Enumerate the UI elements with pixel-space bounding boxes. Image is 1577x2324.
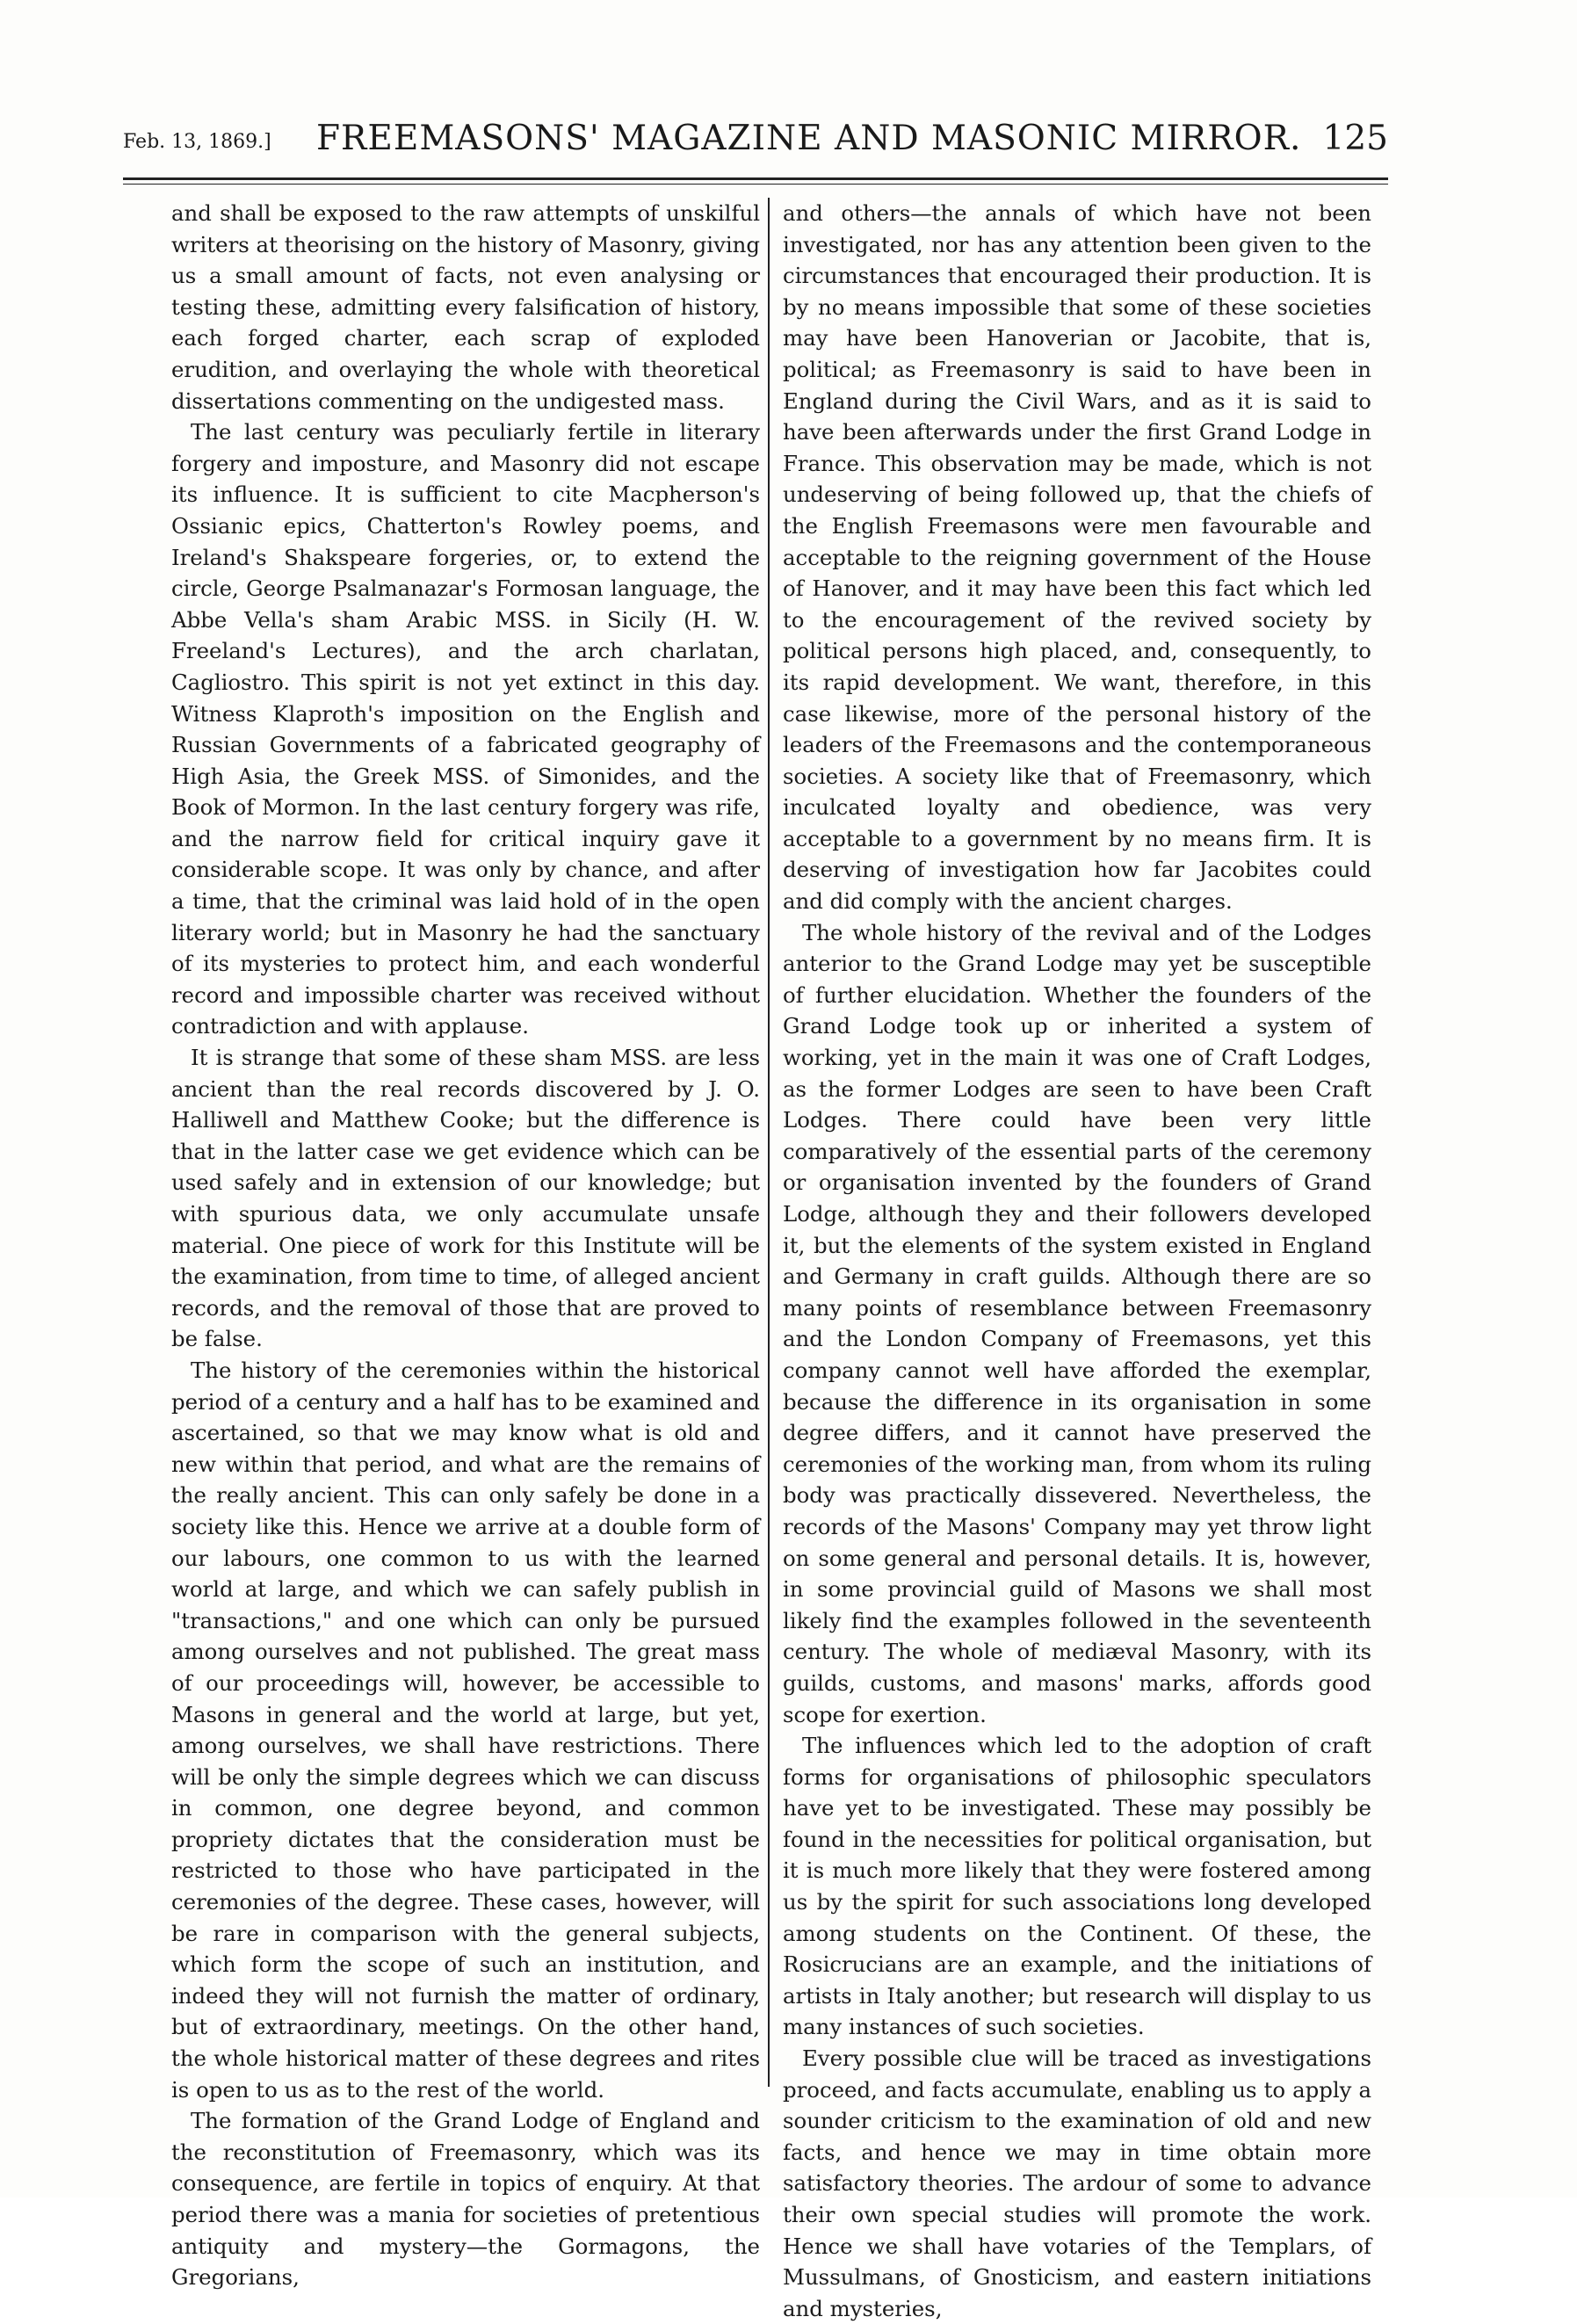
paragraph: The history of the ceremonies within the historical period of a century and a half has to be examined and ascertained, so that we may know what is old and new within that period, and what are the remains of the really ancient. This can only safely be done in a society like this. Hence we arrive at a double form of our labours, one common to us with the learned world at large, and which we can safely publish in "transactions," and one which can only be pursued among ourselves and not published. The great mass of our proceedings will, however, be accessible to Masons in general and the world at large, but yet, among ourselves, we shall have restrictions. There will be only the simple degrees which we can discuss in common, one degree beyond, and common propriety dictates that the consideration must be restricted to those who have participated in the ceremonies of the degree. These cases, however, will be rare in comparison with the general subjects, which form the scope of such an institution, and indeed they will not furnish the matter of ordinary, but of extraordinary, meetings. On the other hand, the whole historical matter of these degrees and rites is open to us as to the rest of the world. — [171, 1357, 760, 2103]
paragraph: It is strange that some of these sham MSS. are less ancient than the real records discovered by J. O. Halliwell and Matthew Cooke; but the difference is that in the latter case we get evidence which can be used safely and in extension of our knowledge; but with spurious data, we only accumulate unsafe material. One piece of work for this Institute will be the examination, from time to time, of alleged ancient records, and the removal of those that are proved to be false. — [171, 1045, 760, 1352]
paragraph: and others—the annals of which have not been investigated, nor has any attention been given to the circumstances that encouraged their production. It is by no means impossible that some of these societies may have been Hanoverian or Jacobite, that is, political; as Freemasonry is said to have been in England during the Civil Wars, and as it is said to have been afterwards under the first Grand Lodge in France. This observation may be made, which is not undeserving of being followed up, that the chiefs of the English Freemasons were men favourable and acceptable to the reigning government of the House of Hanover, and it may have been this fact which led to the encouragement of the revived society by political persons high placed, and, consequently, to its rapid development. We want, therefore, in this case likewise, more of the personal history of the leaders of the Freemasons and the contemporaneous societies. A society like that of Freemasonry, which inculcated loyalty and obedience, was very acceptable to a government by no means firm. It is deserving of investigation how far Jacobites could and did comply with the ancient charges. — [783, 200, 1371, 915]
paragraph: The last century was peculiarly fertile in literary forgery and imposture, and Masonry did not escape its influence. It is sufficient to cite Macpherson's Ossianic epics, Chatterton's Rowley poems, and Ireland's Shakspeare forgeries, or, to extend the circle, George Psalmanazar's Formosan language, the Abbe Vella's sham Arabic MSS. in Sicily (H. W. Freeland's Lectures), and the arch charlatan, Cagliostro. This spirit is not yet extinct in this day. Witness Klaproth's imposition on the English and Russian Governments of a fabricated geography of High Asia, the Greek MSS. of Simonides, and the Book of Mormon. In the last century forgery was rife, and the narrow field for critical inquiry gave it considerable scope. It was only by chance, and after a time, that the criminal was laid hold of in the open literary world; but in Masonry he had the sanctuary of its mysteries to protect him, and each wonderful record and impossible charter was received without contradiction and with applause. — [171, 419, 760, 1039]
column-divider — [768, 198, 770, 2087]
paragraph: Every possible clue will be traced as investigations proceed, and facts accumulate, enabling us to apply a sounder criticism to the examination of old and new facts, and hence we may in time obtain more satisfactory theories. The ardour of some to advance their own special studies will promote the work. Hence we shall have votaries of the Templars, of Mussulmans, of Gnosticism, and eastern initiations and mysteries, — [783, 2045, 1371, 2321]
paragraph: The formation of the Grand Lodge of England and the reconstitution of Freemasonry, which was its consequence, are fertile in topics of enquiry. At that period there was a mania for societies of pretentious antiquity and mystery—the Gormagons, the Gregorians, — [171, 2108, 760, 2291]
header-rule-thin — [123, 184, 1388, 185]
paragraph: and shall be exposed to the raw attempts of unskilful writers at theorising on the history of Masonry, giving us a small amount of facts, not even analysing or testing these, admitting every falsification of history, each forged charter, each scrap of exploded erudition, and overlaying the whole with theoretical dissertations commenting on the undigested mass. — [171, 200, 760, 414]
header-rule-thick — [123, 177, 1388, 180]
right-column — [783, 198, 1371, 2324]
page-header — [123, 119, 1388, 171]
page-number: 125 — [1322, 119, 1388, 158]
issue-date: Feb. 13, 1869.] — [123, 131, 271, 153]
left-column — [171, 198, 760, 2293]
paragraph: The whole history of the revival and of the Lodges anterior to the Grand Lodge may yet be susceptible of further elucidation. Whether the founders of the Grand Lodge took up or inherited a system of working, yet in the main it was one of Craft Lodges, as the former Lodges are seen to have been Craft Lodges. There could have been very little comparatively of the essential parts of the ceremony or organisation invented by the founders of Grand Lodge, although they and their followers developed it, but the elements of the system existed in England and Germany in craft guilds. Although there are so many points of resemblance between Freemasonry and the London Company of Freemasons, yet this company cannot well have afforded the exemplar, because the difference in its organisation in some degree differs, and it cannot have preserved the ceremonies of the working man, from whom its ruling body was practically dissevered. Nevertheless, the records of the Masons' Company may yet throw light on some general and personal details. It is, however, in some provincial guild of Masons we shall most likely find the examples followed in the seventeenth century. The whole of mediæval Masonry, with its guilds, customs, and masons' marks, affords good scope for exertion. — [783, 919, 1371, 1727]
paragraph: The influences which led to the adoption of craft forms for organisations of philosophic speculators have yet to be investigated. These may possibly be found in the necessities for political organisation, but it is much more likely that they were fostered among us by the spirit for such associations long developed among students on the Continent. Of these, the Rosicrucians are an example, and the initiations of artists in Italy another; but research will display to us many instances of such societies. — [783, 1733, 1371, 2040]
magazine-title: FREEMASONS' MAGAZINE AND MASONIC MIRROR. — [316, 119, 1302, 158]
